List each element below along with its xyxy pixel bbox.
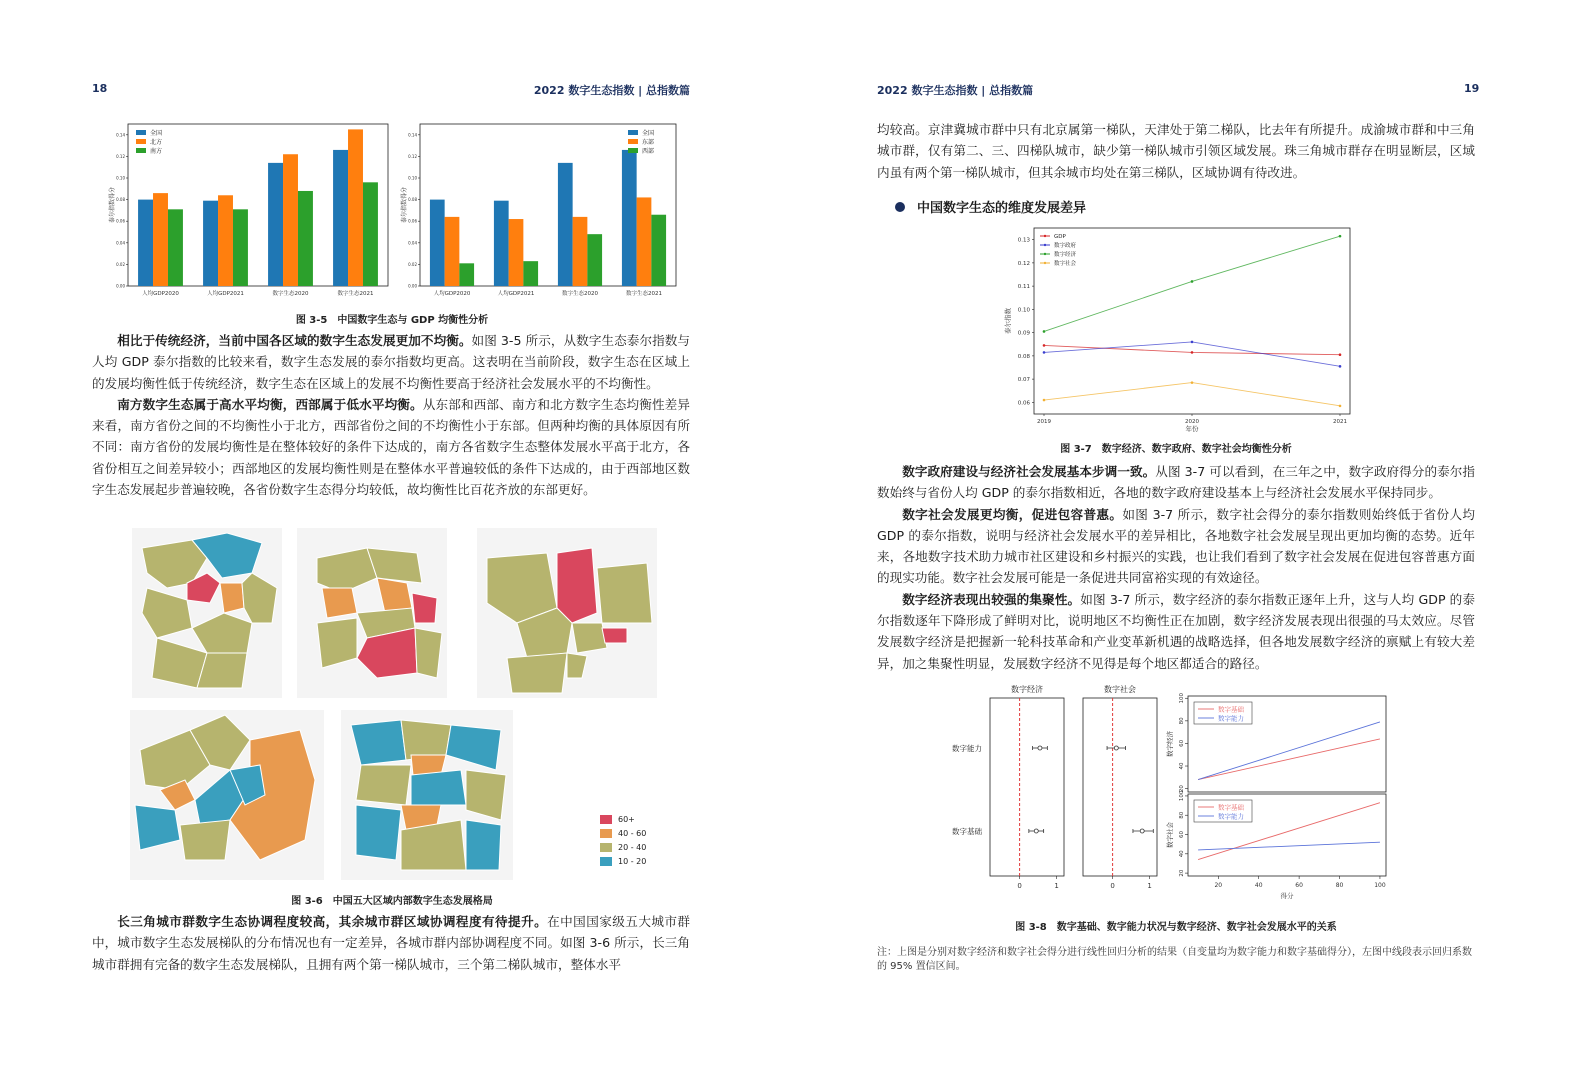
bar (651, 215, 666, 286)
x-tick-label: 80 (1335, 882, 1344, 889)
left-running-title: 2022 数字生态指数 | 总指数篇 (533, 84, 690, 97)
bar (138, 200, 153, 286)
legend-swatch (628, 130, 638, 135)
para1-text: 如图 3-5 所示，从数字生态泰尔指数与人均 GDP 泰尔指数的比较来看，数字生态发展的泰尔指数均更高。这表明在当前阶段，数字生态在区域上的发展均衡性低于传统经济，数字生态在区域上的发展不均衡性要高于经济社会发展水平的不均衡性。 (92, 333, 691, 391)
y-tick-label: 0.02 (116, 261, 125, 267)
y-axis-label: 数字社会 (1166, 822, 1174, 848)
legend-swatch (136, 148, 146, 153)
x-axis-label: 得分 (1280, 892, 1294, 900)
legend-label: 西部 (642, 148, 655, 155)
para1-lead: 相比于传统经济，当前中国各区域的数字生态发展更加不均衡。 (117, 333, 472, 348)
y-tick-label: 20 (1179, 869, 1185, 877)
y-axis-label: 泰尔指数得分 (109, 186, 116, 224)
figure-note: 注：上图是分别对数字经济和数字社会得分进行线性回归分析的结果（自变量均为数字能力和数字基础得分），左图中线段表示回归系数的 95% 置信区间。 (877, 947, 1472, 972)
y-tick-label: 60 (1179, 831, 1185, 839)
fig38-caption: 图 3-8 数字基础、数字能力状况与数字经济、数字社会发展水平的关系 (1015, 922, 1337, 933)
right-page-number: 19 (1464, 82, 1480, 95)
legend-label: 数字政府 (1054, 243, 1077, 249)
legend-swatch (136, 139, 146, 144)
left-page-number: 18 (92, 82, 108, 95)
legend-item (600, 840, 646, 854)
y-tick-label: 0.08 (116, 197, 125, 203)
bar (445, 217, 460, 286)
x-tick-label: 1 (1147, 882, 1152, 890)
y-tick-label: 80 (1179, 717, 1185, 725)
x-tick-label: 60 (1295, 882, 1303, 889)
bar (494, 201, 509, 286)
coef-estimate (1034, 829, 1038, 833)
x-tick-label: 2019 (1037, 419, 1051, 425)
map-legend (600, 812, 646, 868)
legend-swatch (136, 130, 146, 135)
x-tick-label: 2021 (1333, 419, 1347, 425)
data-point (1339, 405, 1342, 408)
map-chengdu-chongqing (130, 710, 324, 880)
line-chart-dimensions (1000, 222, 1356, 434)
left-body-text-1 (92, 330, 690, 500)
legend-label: 20 - 40 (618, 842, 647, 852)
right-body-text-1 (877, 461, 1475, 674)
left-body-text-2 (92, 911, 690, 975)
bar (233, 209, 248, 286)
bar (573, 217, 588, 286)
bar (153, 193, 168, 286)
legend-label: 数字基础 (1218, 803, 1244, 812)
bar-chart-east-west (398, 118, 684, 304)
para2-lead: 南方数字生态属于高水平均衡，西部属于低水平均衡。 (117, 396, 423, 412)
data-point (1043, 399, 1046, 402)
bar (637, 197, 652, 286)
y-tick-label: 0.08 (408, 197, 417, 203)
data-point (1043, 330, 1046, 333)
bar (333, 150, 348, 286)
x-tick-label: 数字生态2020 (272, 291, 309, 297)
x-tick-label: 数字生态2020 (562, 291, 598, 297)
data-point (1191, 341, 1194, 344)
legend-item (600, 812, 646, 826)
x-tick-label: 0 (1110, 882, 1115, 890)
y-tick-label: 0.04 (116, 240, 125, 246)
legend-marker (1044, 235, 1046, 237)
x-tick-label: 20 (1214, 882, 1223, 889)
x-axis-label: 年份 (1185, 425, 1199, 433)
x-tick-label: 40 (1254, 882, 1263, 889)
y-tick-label: 0.10 (1017, 307, 1030, 314)
bar (558, 163, 573, 286)
legend-label: 数字社会 (1054, 261, 1077, 267)
rpara3-lead: 数字经济表现出较强的集聚性。 (902, 591, 1081, 607)
y-tick-label: 60 (1179, 739, 1185, 747)
bar-chart-north-south (106, 118, 396, 304)
bar (298, 191, 313, 286)
bar (523, 261, 538, 286)
map-middle-yangtze (341, 710, 513, 880)
legend-label: 北方 (150, 139, 163, 146)
y-tick-label: 0.02 (408, 261, 417, 267)
row-label: 数字基础 (952, 827, 982, 836)
coef-panel (1083, 698, 1157, 876)
y-tick-label: 0.12 (1017, 260, 1030, 267)
fig36-caption: 图 3-6 中国五大区域内部数字生态发展格局 (291, 896, 493, 907)
data-point (1043, 351, 1046, 354)
para3-text: 在中国国家级五大城市群中，城市数字生态发展梯队的分布情况也有一定差异，各城市群内部协调程度不同。如图 3-6 所示，长三角城市群拥有完备的数字生态发展梯队，且拥有两个第一梯队城市，三个第二梯队城市，整体水平 (92, 914, 691, 972)
data-point (1339, 235, 1342, 238)
map-beijing-tianjin-hebei (132, 528, 282, 698)
legend-swatch (600, 843, 612, 852)
y-tick-label: 0.11 (1017, 284, 1030, 291)
y-tick-label: 100 (1179, 790, 1185, 802)
map-yangtze-delta (297, 528, 447, 698)
legend-marker (1044, 244, 1046, 246)
bullet-icon (895, 202, 905, 212)
legend-label: 数字基础 (1218, 705, 1244, 714)
y-tick-label: 0.06 (408, 218, 417, 224)
bar (203, 201, 218, 286)
legend-swatch (600, 829, 612, 838)
legend-item (600, 826, 646, 840)
x-tick-label: 数字生态2021 (337, 291, 374, 297)
y-tick-label: 100 (1179, 693, 1185, 704)
x-tick-label: 100 (1374, 882, 1386, 889)
legend-swatch (600, 815, 612, 824)
bar (509, 219, 524, 286)
y-tick-label: 80 (1179, 811, 1185, 819)
legend-swatch (628, 139, 638, 144)
right-body-text-0 (877, 119, 1475, 183)
x-tick-label: 1 (1054, 882, 1059, 890)
y-tick-label: 0.10 (408, 175, 417, 181)
rpara3-text: 如图 3-7 所示，数字经济的泰尔指数正逐年上升，这与人均 GDP 的泰尔指数逐年下降形成了鲜明对比，说明地区不均衡性正在加剧，数字经济发展表现出很强的马太效应。尽管发展数字经济是把握新一轮科技革命和产业变革新机遇的战略选择，但各地发展数字经济的禀赋上有较大差异，加之集聚性明显，发展数字经济不见得是每个地区都适合的路径。 (877, 591, 1475, 671)
bar (168, 209, 183, 286)
section-heading-text: 中国数字生态的维度发展差异 (917, 201, 1087, 216)
y-tick-label: 0.07 (1017, 377, 1030, 384)
y-axis-label: 数字经济 (1166, 731, 1174, 757)
bar (430, 200, 445, 286)
legend-label: 东部 (642, 139, 655, 146)
x-tick-label: 人均GDP2021 (207, 291, 244, 297)
y-tick-label: 0.09 (1017, 330, 1030, 337)
data-point (1339, 365, 1342, 368)
fig35-caption: 图 3-5 中国数字生态与 GDP 均衡性分析 (295, 315, 489, 326)
y-tick-label: 20 (1179, 785, 1185, 793)
y-tick-label: 0.12 (116, 153, 125, 159)
coef-estimate (1038, 746, 1042, 750)
legend-label: 60+ (618, 814, 635, 824)
bar (218, 195, 233, 286)
y-tick-label: 0.13 (1017, 237, 1030, 244)
data-point (1191, 280, 1194, 283)
legend-label: 南方 (150, 148, 163, 155)
panel-title: 数字社会 (1104, 685, 1136, 694)
section-heading (895, 197, 1086, 216)
y-axis-label: 泰尔指数得分 (401, 186, 408, 224)
legend-label: 40 - 60 (618, 828, 647, 838)
para0-text: 均较高。京津冀城市群中只有北京属第一梯队，天津处于第二梯队，比去年有所提升。成渝城市群和中三角城市群，仅有第二、三、四梯队城市，缺少第一梯队城市引领区域发展。珠三角城市群存在明显断层，区域内虽有两个第一梯队城市，但其余城市均处在第三梯队，区域协调有待改进。 (877, 122, 1475, 180)
y-tick-label: 0.00 (116, 283, 125, 289)
data-point (1339, 353, 1342, 356)
x-tick-label: 0 (1017, 882, 1022, 890)
panel-title: 数字经济 (1011, 685, 1043, 694)
rpara2-lead: 数字社会发展更均衡，促进包容普惠。 (902, 506, 1123, 522)
legend-label: GDP (1054, 234, 1066, 240)
data-point (1043, 344, 1046, 347)
legend-label: 全国 (642, 130, 655, 137)
bar (268, 163, 283, 286)
y-tick-label: 0.14 (408, 132, 417, 138)
y-tick-label: 0.06 (116, 218, 125, 224)
y-tick-label: 0.00 (408, 283, 417, 289)
coef-panel (990, 698, 1064, 876)
coef-estimate (1114, 746, 1118, 750)
y-tick-label: 40 (1179, 762, 1185, 770)
y-tick-label: 0.08 (1017, 353, 1030, 360)
y-tick-label: 40 (1179, 850, 1185, 858)
y-axis-label: 泰尔指数 (1004, 308, 1012, 334)
x-tick-label: 人均GDP2020 (433, 291, 471, 297)
y-tick-label: 0.10 (116, 175, 125, 181)
bar (348, 129, 363, 286)
regression-figure (940, 678, 1400, 912)
data-point (1191, 351, 1194, 354)
rpara1-text: 从图 3-7 可以看到，在三年之中，数字政府得分的泰尔指数始终与省份人均 GDP 的泰尔指数相近，各地的数字政府建设基本上与经济社会发展水平保持同步。 (877, 464, 1476, 501)
bar (459, 263, 474, 286)
rpara1-lead: 数字政府建设与经济社会发展基本步调一致。 (902, 464, 1156, 479)
legend-marker (1044, 253, 1046, 255)
bar (283, 154, 298, 286)
fig37-caption: 图 3-7 数字经济、数字政府、数字社会均衡性分析 (1060, 444, 1292, 455)
y-tick-label: 0.12 (408, 153, 417, 159)
bar (363, 182, 378, 286)
coef-estimate (1140, 829, 1144, 833)
x-tick-label: 2020 (1185, 419, 1199, 425)
legend-label: 10 - 20 (618, 856, 647, 866)
legend-label: 全国 (150, 130, 163, 137)
bar (587, 234, 602, 286)
y-tick-label: 0.06 (1017, 400, 1030, 407)
right-running-title: 2022 数字生态指数 | 总指数篇 (877, 84, 1034, 97)
rpara2-text: 如图 3-7 所示，数字社会得分的泰尔指数则始终低于省份人均 GDP 的泰尔指数，说明与经济社会发展水平的差异相比，各地数字社会发展呈现出更加均衡的态势。近年来，各地数字技术助力城市社区建设和乡村振兴的实践，也让我们看到了数字社会发展在促进包容普惠方面的现实功能。数字社会发展可能是一条促进共同富裕实现的有效途径。 (877, 506, 1476, 586)
legend-label: 数字能力 (1218, 812, 1244, 821)
row-label: 数字能力 (952, 744, 982, 753)
legend-swatch (628, 148, 638, 153)
legend-swatch (600, 857, 612, 866)
map-pearl-delta (477, 528, 657, 698)
data-point (1191, 381, 1194, 384)
x-tick-label: 人均GDP2020 (142, 291, 179, 297)
legend-label: 数字能力 (1218, 714, 1244, 723)
legend-item (600, 854, 646, 868)
legend-marker (1044, 262, 1046, 264)
para3-lead: 长三角城市群数字生态协调程度较高，其余城市群区域协调程度有待提升。 (117, 914, 548, 929)
y-tick-label: 0.04 (408, 240, 417, 246)
y-tick-label: 0.14 (116, 132, 125, 138)
bar (622, 150, 637, 286)
legend-label: 数字经济 (1054, 252, 1077, 258)
plot-frame (1034, 228, 1350, 414)
x-tick-label: 数字生态2021 (626, 291, 662, 297)
para2-text: 从东部和西部、南方和北方数字生态均衡性差异来看，南方省份之间的不均衡性小于北方，西部省份之间的不均衡性小于东部。但两种均衡的具体原因有所不同：南方省份的发展均衡性是在整体较好的条件下达成的，南方各省数字生态整体发展水平高于北方，各省份相互之间差异较小；西部地区的发展均衡性则是在整体水平普遍较低的条件下达成的，由于西部地区数字生态发展起步普遍较晚，各省份数字生态得分均较低，故均衡性比百花齐放的东部更好。 (92, 396, 691, 498)
x-tick-label: 人均GDP2021 (497, 291, 535, 297)
